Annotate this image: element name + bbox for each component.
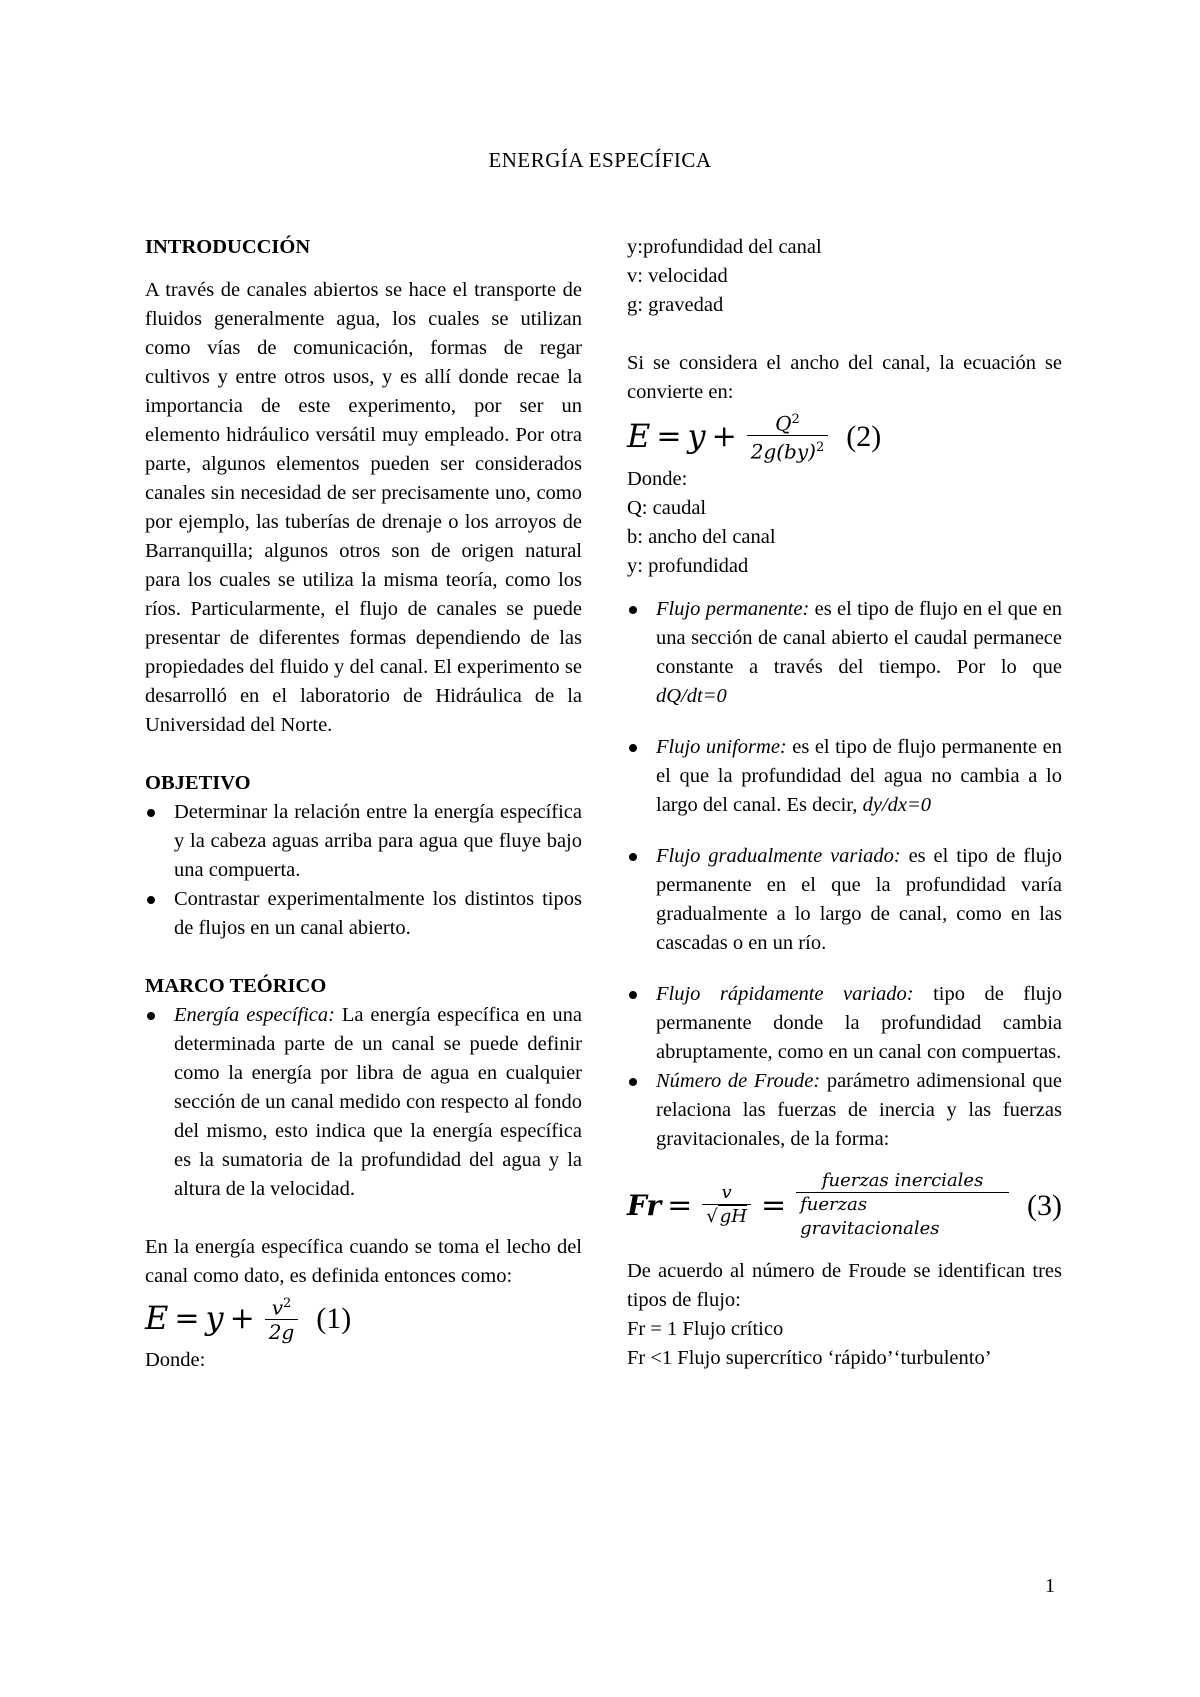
page-number: 1	[1045, 1575, 1055, 1597]
eq2-plus: +	[711, 418, 737, 454]
flow-text: es el tipo de flujo permanente en el que la profundidad del agua no cambia a lo largo del canal. Es decir,	[656, 736, 1063, 817]
flow-text: tipo de flujo permanente donde la profundidad cambia abruptamente, como en un canal con compuertas.	[656, 983, 1062, 1064]
flow-term: Flujo uniforme:	[656, 736, 787, 759]
definition-line: b: ancho del canal	[627, 526, 776, 549]
objective-heading: OBJETIVO	[145, 772, 251, 794]
spacer	[627, 711, 1062, 733]
equation-2	[627, 409, 1062, 463]
eq3-forces-denominator: fuerzas gravitacionales	[796, 1192, 1009, 1241]
theory-heading: MARCO TEÓRICO	[145, 975, 327, 997]
eq3-denominator: gH	[719, 1206, 747, 1228]
eq3-equals-2: =	[761, 1188, 787, 1224]
eq1-numerator: v	[271, 1295, 283, 1320]
eq1-y: y	[205, 1298, 224, 1337]
eq1-fraction	[265, 1293, 299, 1344]
definition-line: y: profundidad	[627, 555, 749, 578]
eq2-denominator: 2g(by)	[750, 439, 816, 464]
intro-heading: INTRODUCCIÓN	[145, 236, 311, 258]
flow-term: Flujo gradualmente variado:	[656, 845, 901, 868]
eq2-numerator: Q	[775, 411, 792, 436]
eq2-equals: =	[656, 418, 682, 454]
eq1-plus: +	[229, 1300, 255, 1336]
eq3-lhs: Fr	[627, 1189, 662, 1223]
eq1-exponent: 2	[283, 1296, 292, 1311]
eq2-exponent: 2	[791, 412, 800, 427]
energy-text: La energía específica en una determinada parte de un canal se puede definir como la energía por libra de agua en cualquier sección de un canal medido con respecto al fondo del mismo, esto indica que la energía específica es la sumatoria de la profundidad del agua y la altura de la velocidad.	[174, 1004, 582, 1200]
objective-list	[145, 798, 582, 943]
froude-intro: De acuerdo al número de Froude se identifican tres tipos de flujo:	[627, 1260, 1062, 1312]
flow-type-item	[627, 1067, 1062, 1154]
froude-line: Fr = 1 Flujo crítico	[627, 1318, 784, 1341]
equation-1	[145, 1293, 582, 1344]
intro-text: A través de canales abiertos se hace el transporte de fluidos generalmente agua, los cuales se utilizan como vías de comunicación, formas de regar cultivos y entre otros usos, y es allí donde recae la importancia de este experimento, por ser un elemento hidráulico versátil muy empleado. Por otra parte, algunos elementos pueden ser considerados canales sin necesidad de ser precisamente uno, como por ejemplo, las tuberías de drenaje o los arroyos de Barranquilla; algunos otros son de origen natural para los cuales se utiliza la misma teoría, como los ríos. Particularmente, el flujo de canales se puede presentar de diferentes formas dependiendo de las propiedades del fluido y del canal. El experimento se desarrolló en el laboratorio de Hidráulica de la Universidad del Norte.	[145, 279, 582, 736]
eq3-forces-numerator: fuerzas inerciales	[821, 1170, 984, 1192]
definition-line: v: velocidad	[627, 265, 728, 287]
page-title: ENERGÍA ESPECÍFICA	[488, 148, 712, 172]
definition-line: y:profundidad del canal	[627, 236, 822, 258]
objective-item: Contrastar experimentalmente los distintos tipos de flujos en un canal abierto.	[145, 885, 582, 943]
froude-line: Fr <1 Flujo supercrítico ‘rápido’‘turbulento’	[627, 1347, 992, 1370]
eq2-number: (2)	[846, 419, 882, 453]
flow-text: es el tipo de flujo permanente en el que la profundidad varía gradualmente a lo largo de canal, como en las cascadas o en un río.	[656, 845, 1062, 955]
eq2-fraction	[747, 409, 829, 463]
flow-type-item	[627, 980, 1062, 1067]
eq1-lhs: E	[145, 1298, 169, 1337]
flow-type-item	[627, 842, 1062, 958]
spacer	[627, 820, 1062, 842]
eq2-den-exponent: 2	[815, 439, 825, 455]
eq3-fraction: $\frac{v}{√ gH}$	[702, 1182, 751, 1229]
spacer	[627, 958, 1062, 980]
flow-formula: dQ/dt=0	[656, 685, 727, 708]
eq3-number: (3)	[1027, 1189, 1062, 1223]
flow-term: Número de Froude:	[656, 1070, 821, 1093]
eq1-denominator: 2g	[265, 1319, 299, 1344]
donde-label: Donde:	[627, 468, 688, 491]
eq2-lhs: E	[627, 416, 651, 455]
flow-types-list	[627, 595, 1062, 1154]
flow-type-item	[627, 733, 1062, 820]
eq3-forces-fraction	[796, 1170, 1009, 1241]
definition-line: Q: caudal	[627, 497, 707, 520]
energy-term: Energía específica:	[174, 1004, 335, 1026]
eq1-number: (1)	[316, 1301, 352, 1335]
equation-3	[627, 1170, 1062, 1241]
eq2-y: y	[687, 416, 706, 455]
flow-term: Flujo rápidamente variado:	[656, 983, 914, 1006]
eq3-numerator: v	[721, 1182, 732, 1204]
energy-definition	[145, 1001, 582, 1204]
eq3-equals: =	[667, 1188, 693, 1224]
flow-term: Flujo permanente:	[656, 598, 810, 621]
flow-type-item	[627, 595, 1062, 711]
flow-text: es el tipo de flujo en el que en una sección de canal abierto el caudal permanece constante a través del tiempo. Por lo que	[656, 598, 1063, 679]
objective-item: Determinar la relación entre la energía específica y la cabeza aguas arriba para agua que fluye bajo una compuerta.	[145, 798, 582, 885]
left-column	[145, 233, 582, 1375]
flow-text: parámetro adimensional que relaciona las fuerzas de inercia y las fuerzas gravitacionales, de la forma:	[656, 1070, 1062, 1151]
eq1-equals: =	[174, 1300, 200, 1336]
right-column	[627, 233, 1062, 1373]
theory-paragraph: En la energía específica cuando se toma el lecho del canal como dato, es definida entonces como:	[145, 1236, 582, 1287]
donde-label: Donde:	[145, 1348, 206, 1371]
theory-list	[145, 1001, 582, 1204]
definition-line: g: gravedad	[627, 294, 724, 316]
width-paragraph: Si se considera el ancho del canal, la ecuación se convierte en:	[627, 352, 1062, 403]
flow-formula: dy/dx=0	[862, 794, 932, 817]
